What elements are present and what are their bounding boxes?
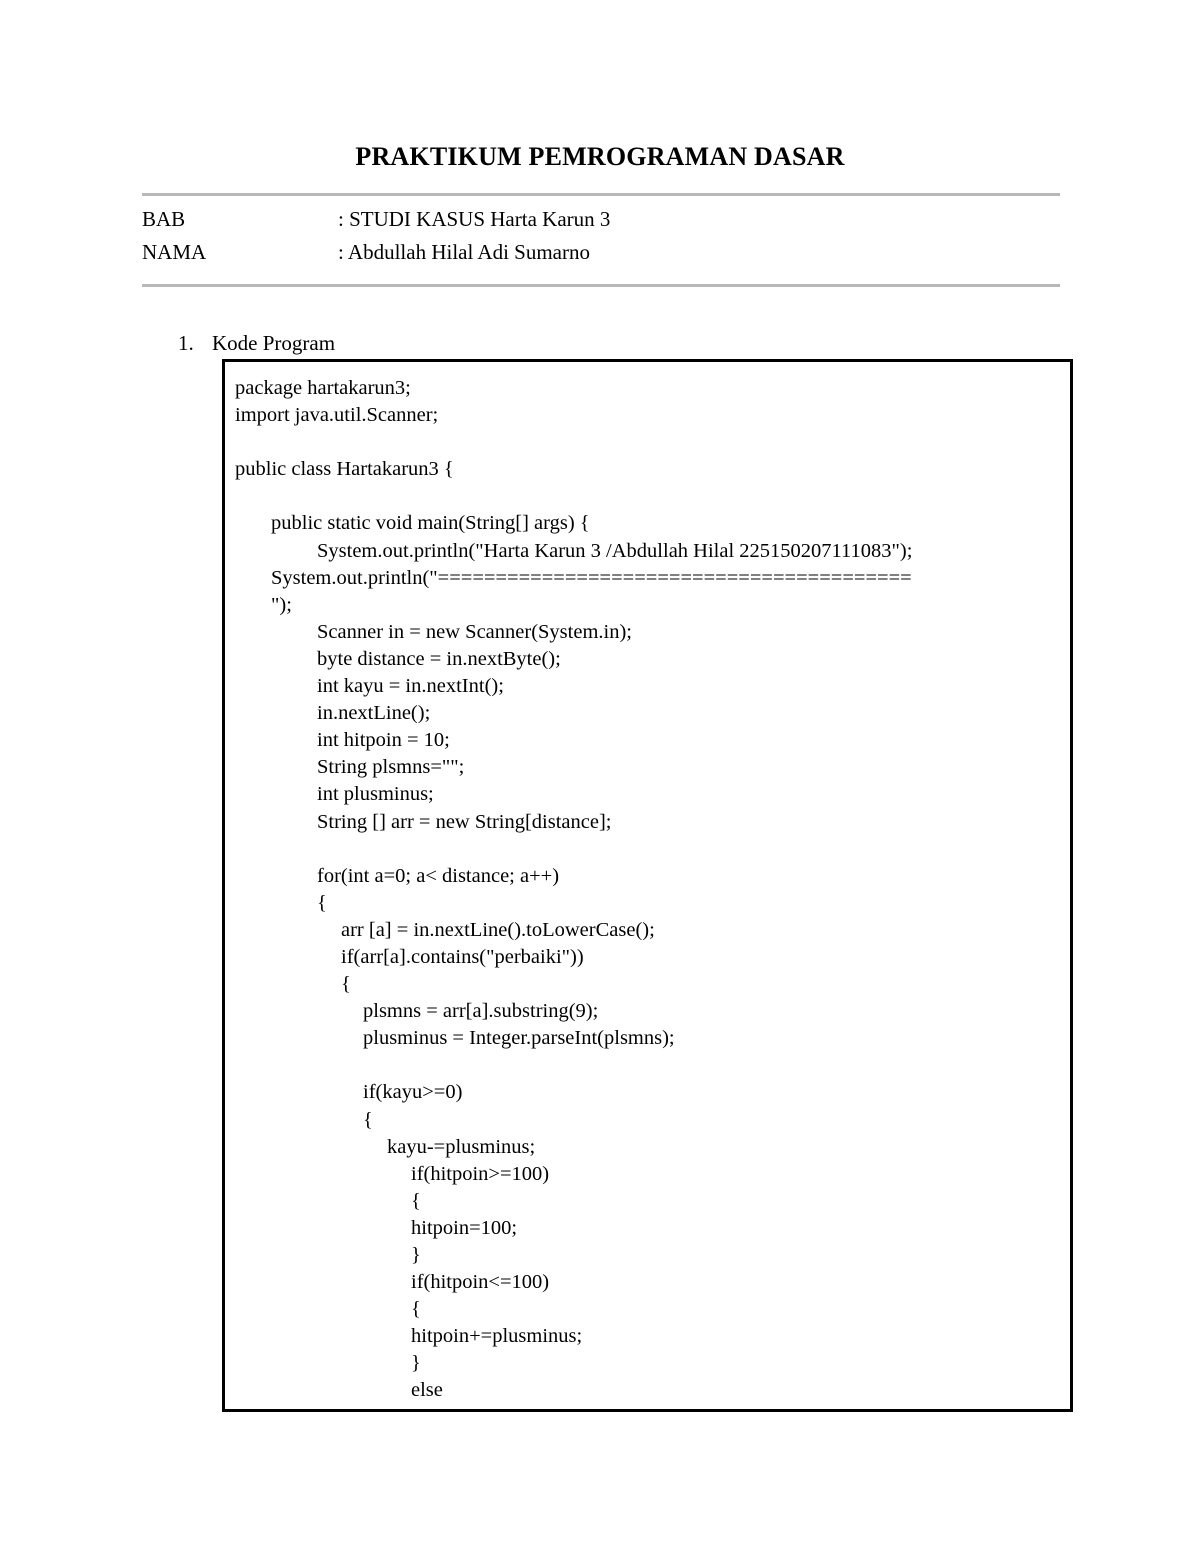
meta-label-nama: NAMA [142, 240, 207, 264]
code-line: int plusminus; [317, 783, 434, 806]
code-line: plusminus = Integer.parseInt(plsmns); [363, 1027, 675, 1050]
header-divider-top [142, 193, 1060, 196]
code-line: } [411, 1352, 421, 1375]
code-line: String plsmns=""; [317, 756, 465, 779]
code-line: int hitpoin = 10; [317, 729, 450, 752]
code-line: { [317, 891, 327, 914]
code-line [225, 429, 1070, 456]
code-line: { [411, 1298, 421, 1321]
code-line: plsmns = arr[a].substring(9); [363, 1000, 599, 1023]
meta-label-bab: BAB [142, 207, 186, 231]
section-title: Kode Program [212, 331, 336, 355]
code-line [225, 836, 1070, 863]
code-line: } [411, 1244, 421, 1266]
header-divider-bottom [142, 284, 1060, 287]
code-line: "); [271, 593, 292, 616]
code-line: hitpoin+=plusminus; [411, 1325, 583, 1348]
code-line: else [411, 1379, 443, 1402]
code-line: if(hitpoin>=100) [411, 1162, 550, 1185]
code-line: public class Hartakarun3 { [235, 458, 454, 481]
meta-value-bab: : STUDI KASUS Harta Karun 3 [338, 207, 611, 231]
code-listing-box [222, 359, 1073, 1412]
code-line: arr [a] = in.nextLine().toLowerCase(); [341, 918, 655, 941]
code-line: if(hitpoin<=100) [411, 1271, 550, 1294]
code-line: String [] arr = new String[distance]; [317, 810, 612, 833]
code-line: import java.util.Scanner; [235, 404, 439, 427]
code-line: { [411, 1189, 421, 1212]
section-number: 1. [178, 331, 194, 355]
code-line: int kayu = in.nextInt(); [317, 675, 504, 698]
code-line [225, 1052, 1070, 1079]
code-line [225, 483, 1070, 510]
code-line: for(int a=0; a< distance; a++) [317, 864, 560, 887]
code-line: public static void main(String[] args) { [271, 512, 590, 535]
page-title: PRAKTIKUM PEMROGRAMAN DASAR [355, 142, 845, 171]
code-line: package hartakarun3; [235, 377, 411, 399]
code-line: { [341, 973, 351, 996]
code-line: System.out.println("Harta Karun 3 /Abdullah Hilal 225150207111083"); [317, 539, 913, 562]
code-line: hitpoin=100; [411, 1216, 518, 1239]
code-line: in.nextLine(); [317, 702, 431, 725]
code-line: if(arr[a].contains("perbaiki")) [341, 945, 584, 968]
code-line: System.out.println("========================================= [271, 566, 912, 589]
code-line: kayu-=plusminus; [387, 1135, 536, 1158]
code-line: { [363, 1108, 373, 1131]
meta-value-nama: : Abdullah Hilal Adi Sumarno [338, 240, 590, 264]
code-line: Scanner in = new Scanner(System.in); [317, 620, 632, 643]
section-heading [178, 329, 335, 357]
code-line: if(kayu>=0) [363, 1081, 463, 1104]
code-lines [225, 375, 1070, 1405]
code-line: byte distance = in.nextByte(); [317, 647, 561, 670]
